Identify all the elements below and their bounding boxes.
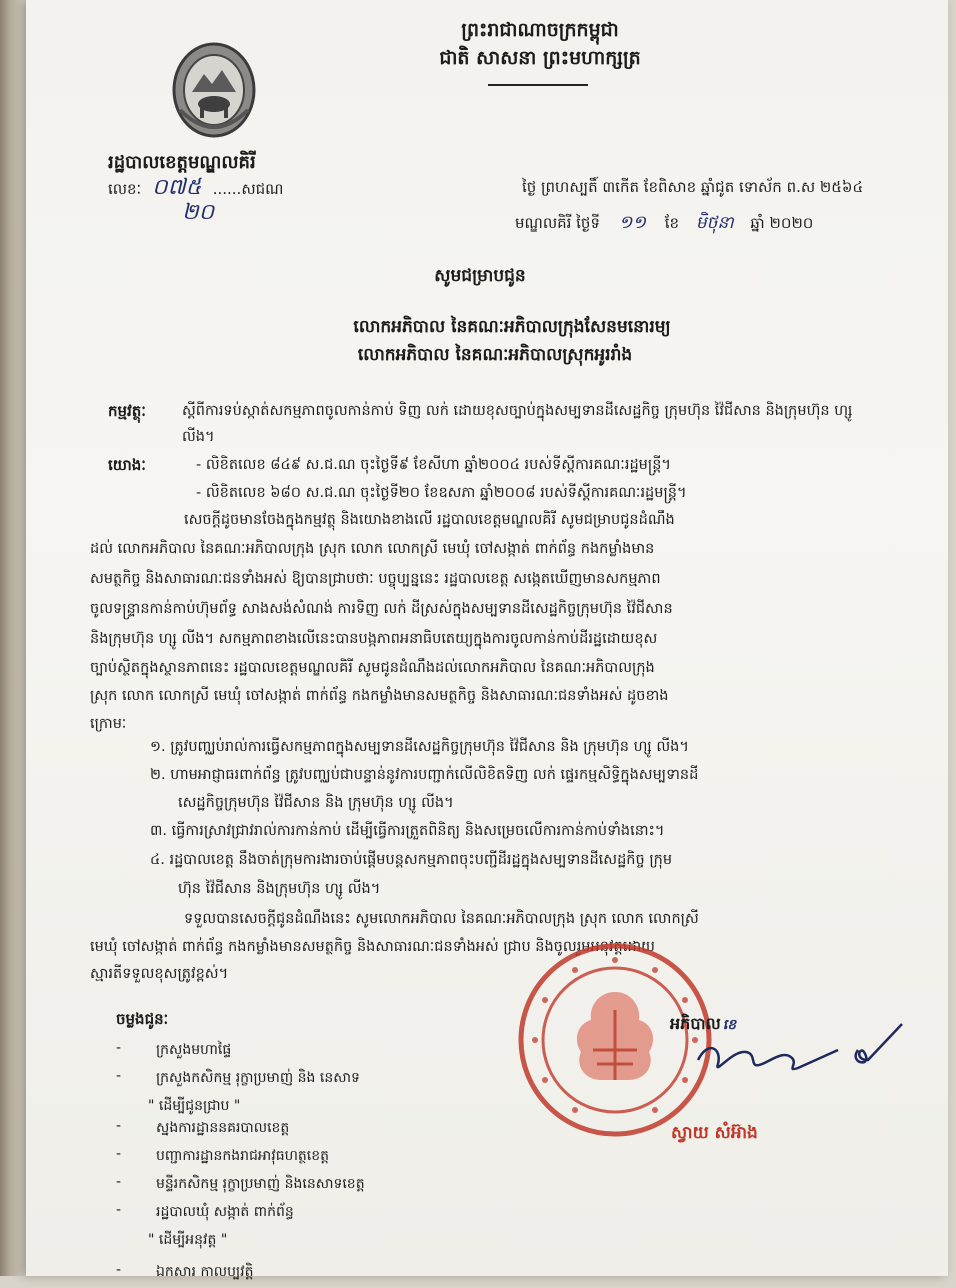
cc-item-label: មន្ទីរកសិកម្ម រុក្ខាប្រមាញ់ និងនេសាទខេត្ត	[156, 1176, 365, 1192]
reference-item: - លិខិតលេខ ៦៨០ ស.ជ.ណ ចុះថ្ងៃទី២០ ខែឧសភា ឆ្នាំ២០០៨ របស់ទីស្ដីការគណៈរដ្ឋមន្ត្រី។	[196, 485, 687, 501]
handwritten-signature	[688, 1020, 908, 1090]
cc-item-label: បញ្ជាការដ្ឋានកងរាជអាវុធហត្ថខេត្ត	[156, 1148, 330, 1164]
cc-item-note	[116, 1094, 416, 1116]
letter-number-prefix: លេខៈ	[108, 180, 142, 198]
cc-item	[116, 1116, 416, 1144]
cc-heading: ចម្លងជូនៈ	[116, 1010, 169, 1028]
cc-item	[116, 1144, 416, 1172]
cc-item-note	[116, 1228, 416, 1260]
solar-date	[515, 210, 813, 237]
closing-line: មេឃុំ ចៅសង្កាត់ ពាក់ព័ន្ធ កងកម្លាំងមានសមត្ថកិច្ច និងសាធារណៈជនទាំងអស់ ជ្រាប និងចូលរួមអនុវត្តដោយ	[90, 939, 655, 955]
cc-item-note-label: " ដើម្បីអនុវត្ត "	[148, 1232, 228, 1248]
closing-line: ទទួលបានសេចក្ដីជូនដំណឹងនេះ សូមលោកអភិបាល នៃគណៈអភិបាលក្រុង ស្រុក លោក លោកស្រី	[184, 911, 699, 927]
solar-date-year: ឆ្នាំ ២០២០	[750, 214, 814, 232]
issuer-name: រដ្ឋបាលខេត្តមណ្ឌលគិរី	[108, 152, 256, 173]
cc-bullet: -	[116, 1174, 122, 1190]
official-seal-icon	[515, 940, 715, 1140]
body-line: ចូលទន្ទ្រានកាន់កាប់ហ៊ុមព័ទ្ធ សាងសង់សំណង់ ការទិញ លក់ ដីស្រស់ក្នុងសម្បទានដីសេដ្ឋកិច្ចក្រុមហ៊ុន វ៉ៃជីសាន	[90, 601, 673, 617]
directive-item-continuation: សេដ្ឋកិច្ចក្រុមហ៊ុន វ៉ៃជីសាន និង ក្រុមហ៊ុន ហ្សូ លីង។	[178, 795, 454, 811]
cc-item-label: ឯកសារ កាលប្បវត្តិ	[156, 1264, 254, 1280]
reference-label: យោងៈ	[108, 456, 146, 474]
body-line: និងក្រុមហ៊ុន ហ្សូ លីង។ សកម្មភាពខាងលើនេះបានបង្កភាពអនាធិបតេយ្យក្នុងការចូលកាន់កាប់ដីរដ្ឋដោយខុស	[90, 631, 658, 647]
cc-item-label: ក្រសួងកសិកម្ម រុក្ខាប្រមាញ់ និង នេសាទ	[156, 1070, 360, 1086]
cc-item	[116, 1066, 416, 1094]
body-line: សមត្ថកិច្ច និងសាធារណៈជនទាំងអស់ ឱ្យបានជ្រាបថាៈ បច្ចុប្បន្ននេះ រដ្ឋបាលខេត្ត សង្កេតឃើញមានសកម្មភាព	[90, 571, 661, 587]
cc-item-label: រដ្ឋបាលឃុំ សង្កាត់ ពាក់ព័ន្ធ	[156, 1204, 294, 1220]
directive-item: ១. ត្រូវបញ្ឈប់រាល់ការធ្វើសកម្មភាពក្នុងសម្បទានដីសេដ្ឋកិច្ចក្រុមហ៊ុន វ៉ៃជីសាន និង ក្រុមហ៊ុន ហ្សូ លីង។	[150, 739, 689, 755]
cc-item-label: ក្រសួងមហាផ្ទៃ	[156, 1042, 232, 1058]
subject-text: ស្ដីពីការទប់ស្កាត់សកម្មភាពចូលកាន់កាប់ ទិញ លក់ ដោយខុសច្បាប់ក្នុងសម្បទានដីសេដ្ឋកិច្ច ក្រុមហ៊ុន វ៉ៃជីសាន និងក្រុមហ៊ុន ហ្សូ លីង។	[182, 403, 853, 445]
cc-bullet: -	[116, 1202, 122, 1218]
cc-bullet: -	[116, 1146, 122, 1162]
cc-item	[116, 1172, 416, 1200]
directive-item-continuation: ហ៊ុន វ៉ៃជីសាន និងក្រុមហ៊ុន ហ្សូ លីង។	[178, 881, 381, 897]
solar-date-prefix: មណ្ឌលគិរី ថ្ងៃទី	[515, 214, 600, 232]
recipient-line: លោកអភិបាល នៃគណៈអភិបាលស្រុកអូររាំង	[357, 345, 633, 365]
letter-number-year-handwritten: ២០	[182, 200, 215, 225]
solar-date-month-label: ខែ	[664, 214, 680, 232]
cc-item	[116, 1038, 416, 1066]
body-line: ក្រោមៈ	[90, 716, 127, 732]
directive-item: ៣. ធ្វើការស្រាវជ្រាវរាល់ការកាន់កាប់ ដើម្បីធ្វើការត្រួតពិនិត្យ និងសម្រេចលើការកាន់កាប់ទាំងនោះ។	[150, 823, 665, 839]
cc-item	[116, 1200, 416, 1228]
cc-list	[116, 1010, 416, 1288]
cc-bullet: -	[116, 1040, 122, 1056]
motto-heading: ជាតិ សាសនា ព្រះមហាក្សត្រ	[439, 47, 641, 69]
document-title: សូមជម្រាបជូន	[434, 266, 526, 286]
signatory-name: ស្វាយ សំអ៊ាង	[671, 1123, 758, 1143]
cc-bullet: -	[116, 1068, 122, 1084]
kingdom-heading: ព្រះរាជាណាចក្រកម្ពុជា	[461, 19, 619, 41]
province-emblem-icon	[172, 40, 256, 140]
subject-label: កម្មវត្ថុៈ	[108, 402, 146, 420]
letter-number-handwritten: ០៧៥	[152, 175, 202, 200]
cc-item-note-label: " ដើម្បីជូនជ្រាប "	[148, 1098, 241, 1114]
directive-item: ៤. រដ្ឋបាលខេត្ត នឹងចាត់ក្រុមការងារចាប់ផ្ដើមបន្តសកម្មភាពចុះបញ្ជីដីរដ្ឋក្នុងសម្បទានដីសេដ្ឋកិច្ច ក្រុម	[150, 852, 673, 868]
solar-date-month: មិថុនា	[695, 213, 734, 233]
signatory-title-text: អភិបាល	[670, 1014, 721, 1033]
heading-ornament	[488, 84, 588, 86]
cc-item-label: ស្នងការដ្ឋាននគរបាលខេត្ត	[156, 1120, 290, 1136]
closing-line: ស្មារតីទទួលខុសត្រូវខ្ពស់។	[90, 966, 229, 982]
body-line: ស្រុក លោក លោកស្រី មេឃុំ ចៅសង្កាត់ ពាក់ព័ន្ធ កងកម្លាំងមានសមត្ថកិច្ច និងសាធារណៈជនទាំងអស់ ដូចខាង	[90, 688, 669, 704]
cc-bullet: -	[116, 1262, 122, 1278]
directive-item: ២. ហាមអាជ្ញាធរពាក់ព័ន្ធ ត្រូវបញ្ឈប់ជាបន្ទាន់នូវការបញ្ជាក់លើលិខិតទិញ លក់ ផ្ទេរកម្មសិទ្ធិក្នុងសម្បទានដី	[150, 767, 699, 783]
reference-item: - លិខិតលេខ ៨៤៩ ស.ជ.ណ ចុះថ្ងៃទី៩ ខែសីហា ឆ្នាំ២០០៤ របស់ទីស្ដីការគណៈរដ្ឋមន្ត្រី។	[196, 457, 671, 473]
letter-number-suffix: ......សជណ	[212, 180, 284, 198]
body-line: ច្បាប់ស្ថិតក្នុងស្ថានភាពនេះ រដ្ឋបាលខេត្តមណ្ឌលគិរី សូមជូនដំណឹងដល់លោកអភិបាល នៃគណៈអភិបាលក្រុង	[90, 660, 655, 676]
solar-date-day: ១១	[618, 212, 646, 233]
cc-bullet: -	[116, 1118, 122, 1134]
lunar-date: ថ្ងៃ ព្រហស្បតិ៍ ៣កើត ខែពិសាខ ឆ្នាំជូត ទោស័ក ព.ស ២៥៦៤	[522, 178, 864, 196]
body-line: សេចក្ដីដូចមានចែងក្នុងកម្មវត្ថុ និងយោងខាងលើ រដ្ឋបាលខេត្តមណ្ឌលគិរី សូមជម្រាបជូនដំណឹង	[184, 512, 675, 528]
body-line: ដល់ លោកអភិបាល នៃគណៈអភិបាលក្រុង ស្រុក លោក លោកស្រី មេឃុំ ចៅសង្កាត់ ពាក់ព័ន្ធ កងកម្លាំងមាន	[90, 541, 655, 557]
recipient-line: លោកអភិបាល នៃគណៈអភិបាលក្រុងសែនមនោរម្យ	[353, 317, 671, 337]
cc-item	[116, 1260, 416, 1288]
signatory-title-handwritten: ខេ	[722, 1017, 737, 1033]
